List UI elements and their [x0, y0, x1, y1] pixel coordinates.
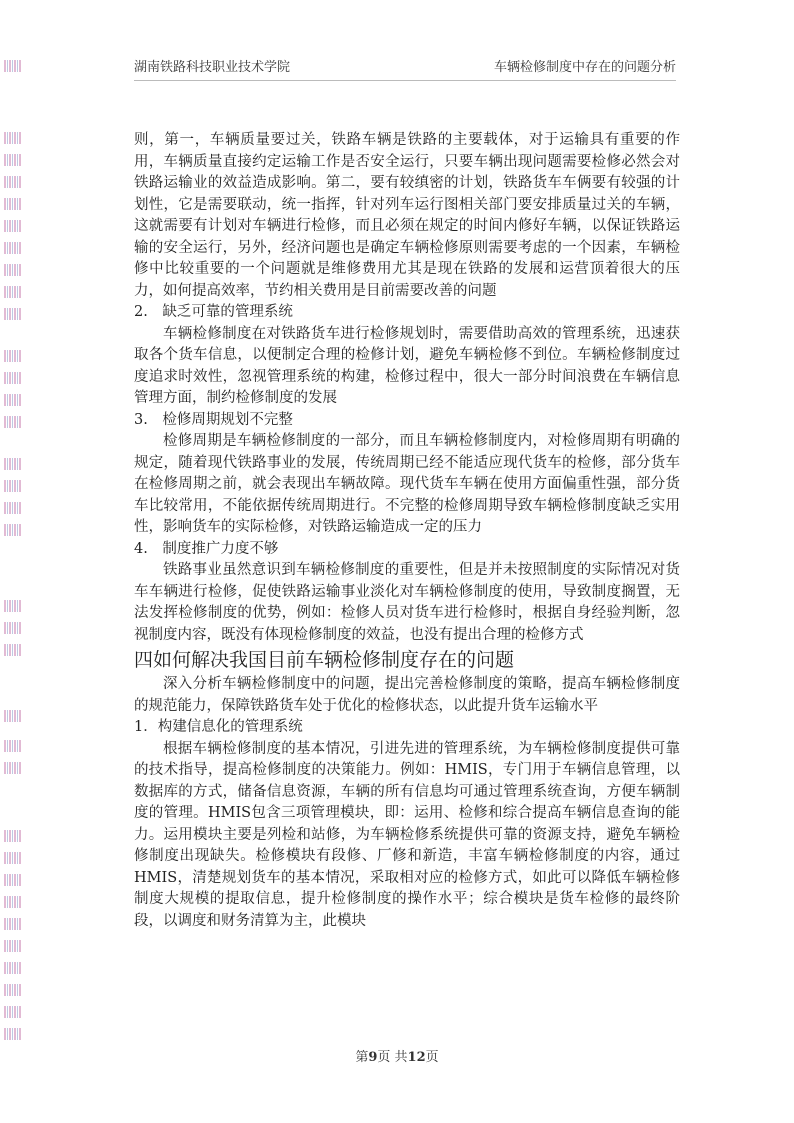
margin-mark: [4, 710, 22, 722]
margin-mark: [4, 622, 22, 634]
document-body: [134, 130, 680, 932]
footer-page-number: 9: [368, 1050, 378, 1065]
margin-mark: [4, 286, 22, 298]
margin-mark: [4, 60, 22, 72]
margin-mark: [4, 896, 22, 908]
margin-mark: [4, 762, 22, 774]
subsection-heading: 2. 缺乏可靠的管理系统: [134, 304, 293, 320]
margin-mark: [4, 524, 22, 536]
margin-mark: [4, 502, 22, 514]
paragraph: 车辆检修制度在对铁路货车进行检修规划时，需要借助高效的管理系统，迅速获取各个货车信息，以便制定合理的检修计划，避免车辆检修不到位。车辆检修制度过度追求时效性，忽视管理系统的构建，检修过程中，很大一部分时间浪费在车辆信息管理方面，制约检修制度的发展: [134, 325, 680, 406]
header-school-name: 湖南铁路科技职业技术学院: [134, 60, 291, 75]
margin-mark: [4, 154, 22, 166]
subsection-heading: 3. 检修周期规划不完整: [134, 411, 293, 428]
margin-mark: [4, 242, 22, 254]
margin-mark: [4, 984, 22, 996]
margin-mark: [4, 874, 22, 886]
margin-mark: [4, 416, 22, 428]
margin-mark: [4, 1006, 22, 1018]
footer-total-pages: 12: [407, 1050, 426, 1065]
margin-mark: [4, 308, 22, 320]
section-title: 四如何解决我国目前车辆检修制度存在的问题: [134, 649, 515, 671]
margin-mark: [4, 350, 22, 362]
margin-mark: [4, 644, 22, 656]
margin-mark: [4, 918, 22, 930]
header-divider: [134, 80, 676, 81]
margin-mark: [4, 372, 22, 384]
margin-mark: [4, 852, 22, 864]
margin-mark: [4, 600, 22, 612]
paragraph: 根据车辆检修制度的基本情况，引进先进的管理系统，为车辆检修制度提供可靠的技术指导，提高检修制度的决策能力。例如：HMIS，专门用于车辆信息管理，以数据库的方式，储备信息资源，车辆的所有信息均可通过管理系统查询，方便车辆制度的管理。HMIS包含三项管理模块，即：运用、检修和综合提高车辆信息查询的能力。运用模块主要是列检和站修，为车辆检修系统提供可靠的资源支持，避免车辆检修制度出现缺失。检修模块有段修、厂修和新造，丰富车辆检修制度的内容，通过HMIS，清楚规划货车的基本情况，采取相对应的检修方式，如此可以降低车辆检修制度大规模的提取信息，提升检修制度的操作水平；综合模块是货车检修的最终阶段，以调度和财务清算为主，此模块: [134, 740, 680, 929]
margin-mark: [4, 940, 22, 952]
margin-mark: [4, 480, 22, 492]
header-document-title: 车辆检修制度中存在的问题分析: [493, 60, 676, 75]
paragraph: 深入分析车辆检修制度中的问题，提出完善检修制度的策略，提高车辆检修制度的规范能力，保障铁路货车处于优化的检修状态，以此提升货车运输水平: [134, 676, 680, 714]
paragraph: 则，第一，车辆质量要过关，铁路车辆是铁路的主要载体，对于运输具有重要的作用，车辆质量直接约定运输工作是否安全运行，只要车辆出现问题需要检修必然会对铁路运输业的效益造成影响。第二，要有较缜密的计划，铁路货车车俩要有较强的计划性，它是需要联动，统一指挥，针对列车运行图相关部门要安排质量过关的车辆，这就需要有计划对车辆进行检修，而且必须在规定的时间内修好车辆，以保证铁路运输的安全运行，另外，经济问题也是确定车辆检修原则需要考虑的一个因素，车辆检修中比较重要的一个问题就是维修费用尤其是现在铁路的发展和运营顶着很大的压力，如何提高效率，节约相关费用是目前需要改善的问题: [134, 132, 680, 299]
margin-mark: [4, 1028, 22, 1040]
paragraph: 检修周期是车辆检修制度的一部分，而且车辆检修制度内，对检修周期有明确的规定，随着现代铁路事业的发展，传统周期已经不能适应现代货车的检修，部分货车在检修周期之前，就会表现出车辆故障。现代货车车辆在使用方面偏重性强，部分货车比较常用，不能依据传统周期进行。不完整的检修周期导致车辆检修制度缺乏实用性，影响货车的实际检修，对铁路运输造成一定的压力: [134, 433, 680, 535]
subsection-heading: 4. 制度推广力度不够: [134, 540, 279, 557]
footer-suffix: 页: [425, 1050, 439, 1065]
footer-middle: 页 共: [377, 1050, 408, 1065]
margin-mark: [4, 394, 22, 406]
footer-prefix: 第: [355, 1050, 369, 1065]
margin-mark: [4, 132, 22, 144]
margin-mark: [4, 220, 22, 232]
page-footer: [0, 1046, 794, 1065]
margin-mark: [4, 176, 22, 188]
margin-mark: [4, 740, 22, 752]
subsection-heading: 1．构建信息化的管理系统: [134, 719, 303, 735]
paragraph: 铁路事业虽然意识到车辆检修制度的重要性，但是并未按照制度的实际情况对货车车辆进行检修，促使铁路运输事业淡化对车辆检修制度的使用，导致制度搁置，无法发挥检修制度的优势，例如：检修人员对货车进行检修时，根据自身经验判断，忽视制度内容，既没有体现检修制度的效益，也没有提出合理的检修方式: [134, 562, 680, 643]
page-header: [134, 56, 676, 80]
margin-mark: [4, 198, 22, 210]
margin-mark: [4, 962, 22, 974]
margin-mark: [4, 264, 22, 276]
margin-mark: [4, 458, 22, 470]
margin-mark: [4, 830, 22, 842]
